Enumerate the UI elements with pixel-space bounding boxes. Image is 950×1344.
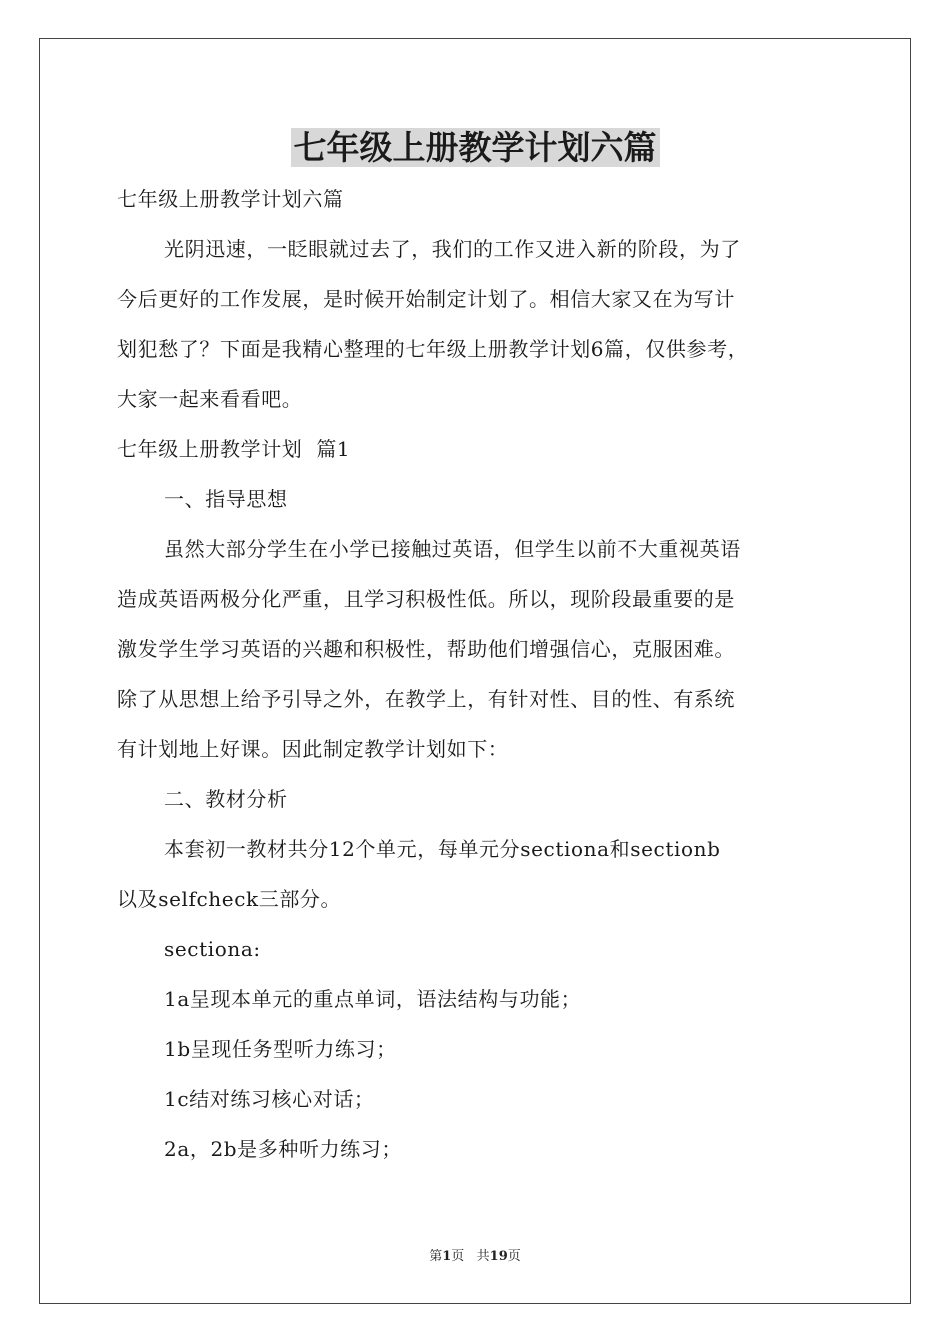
intro-line-3: 划犯愁了？下面是我精心整理的七年级上册教学计划6篇，仅供参考， <box>117 337 749 361</box>
part1-line-3: 激发学生学习英语的兴趣和积极性，帮助他们增强信心，克服困难。 <box>117 637 735 661</box>
footer-total-pages: 19 <box>489 1249 508 1264</box>
part2-line-1: 本套初一教材共分12个单元，每单元分sectiona和sectionb <box>164 837 721 861</box>
footer-suffix: 页 <box>507 1249 521 1264</box>
document-title <box>0 124 950 172</box>
part2-heading: 二、教材分析 <box>164 787 288 811</box>
list-item: sectiona: <box>164 937 261 961</box>
list-item: 1a呈现本单元的重点单词，语法结构与功能； <box>164 987 582 1011</box>
list-item: 1b呈现任务型听力练习； <box>164 1037 397 1061</box>
part1-line-5: 有计划地上好课。因此制定教学计划如下： <box>117 737 509 761</box>
intro-line-2: 今后更好的工作发展，是时候开始制定计划了。相信大家又在为写计 <box>117 287 735 311</box>
section-heading: 七年级上册教学计划 篇1 <box>117 437 351 461</box>
list-item: 1c结对练习核心对话； <box>164 1087 375 1111</box>
intro-line-1: 光阴迅速，一眨眼就过去了，我们的工作又进入新的阶段，为了 <box>164 237 741 261</box>
document-title-text: 七年级上册教学计划六篇 <box>291 128 660 167</box>
footer-page-number: 1 <box>442 1249 452 1264</box>
part2-line-2: 以及selfcheck三部分。 <box>117 887 342 911</box>
footer-prefix: 第 <box>429 1249 443 1264</box>
part1-heading: 一、指导思想 <box>164 487 288 511</box>
footer-middle: 页 共 <box>451 1249 490 1264</box>
document-subtitle: 七年级上册教学计划六篇 <box>117 187 344 211</box>
page-frame <box>39 38 911 1304</box>
part1-line-4: 除了从思想上给予引导之外，在教学上，有针对性、目的性、有系统 <box>117 687 735 711</box>
intro-line-4: 大家一起来看看吧。 <box>117 387 303 411</box>
list-item: 2a，2b是多种听力练习； <box>164 1137 402 1161</box>
part1-line-2: 造成英语两极分化严重，且学习积极性低。所以，现阶段最重要的是 <box>117 587 735 611</box>
part1-line-1: 虽然大部分学生在小学已接触过英语，但学生以前不大重视英语 <box>164 537 741 561</box>
page-footer <box>0 1247 950 1267</box>
